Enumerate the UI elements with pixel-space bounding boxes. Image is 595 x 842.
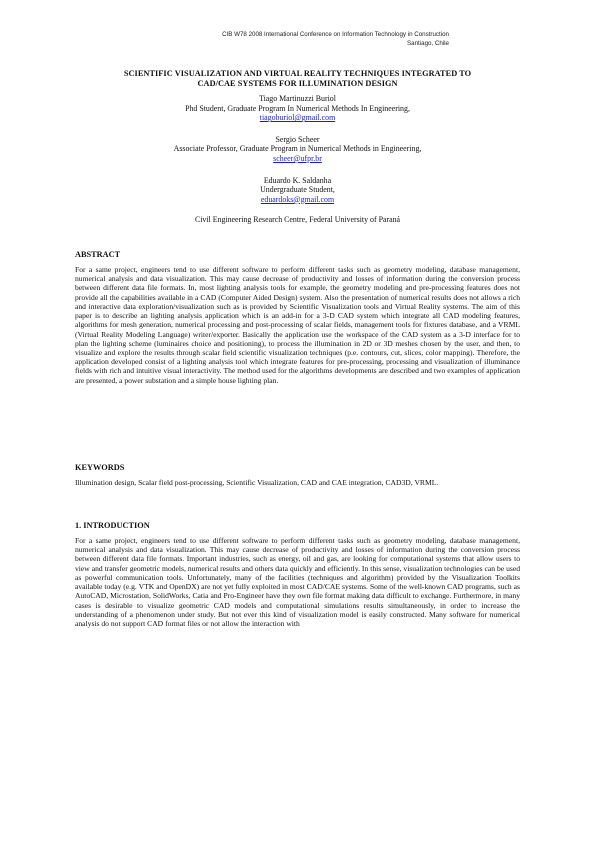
section-heading-keywords: KEYWORDS — [75, 463, 125, 472]
abstract-section — [75, 250, 520, 385]
running-header-location: Santiago, Chile — [407, 39, 449, 47]
introduction-text: For a same project, engineers tend to use different software to perform different tasks such as geometry modeling, database management, numerical analysis and data visualization. This may cause decrease of productivity and losses of information during the conversion process between different data file formats. Important industries, such as energy, oil and gas, are looking for computational systems that allow users to view and transfer geometric models, numerical results and others data quickly and efficiently. In this sense, visualization technologies can be used as powerful communication tools. Unfortunately, many of the facilities (techniques and algorithm) provided by the Visualization Toolkits available today (e.g. VTK and OpenDX) are not yet fully exploited in most CAD/CAE systems. Some of the well-known CAD programs, such as AutoCAD, Microstation, SolidWorks, Catia and Pro-Engineer have they own file format making data difficult to exchange. Furthermore, in many cases is desirable to visualize geometric CAD models and computational simulations results simultaneously, in order to increase the understanding of a phenomenon under study. But not ever this kind of visualization model is easily constructed. Many software for numerical analysis do not support CAD format files or not allow the interaction with — [75, 536, 520, 628]
paper-title-line-2: CAD/CAE SYSTEMS FOR ILLUMINATION DESIGN — [197, 79, 398, 88]
author-name: Tiago Martinuzzi Buriol — [259, 94, 336, 103]
section-heading-introduction: 1. INTRODUCTION — [75, 521, 150, 530]
author-role: Associate Professor, Graduate Program in Numerical Methods in Engineering, — [173, 144, 422, 154]
paper-title-line-1: SCIENTIFIC VISUALIZATION AND VIRTUAL REALITY TECHNIQUES INTEGRATED TO — [123, 69, 472, 78]
author-role: Undergraduate Student, — [260, 185, 335, 195]
author-role: Phd Student, Graduate Program In Numerical Methods In Engineering, — [185, 103, 410, 113]
running-header — [49, 31, 449, 48]
author-email-link[interactable]: tiagoburiol@gmail.com — [259, 113, 336, 123]
author-email-link[interactable]: scheer@ufpr.br — [273, 153, 322, 163]
abstract-text: For a same project, engineers tend to use different software to perform different tasks such as geometry modeling, database management, numerical analysis and data visualization. This may cause decrease of productivity and losses of information during the conversion process between different data file formats. In, most lighting analysis tools for example, the geometry modeling and pre-processing features does not provide all the capabilities available in a CAD (Computer Aided Design) system. Also the presentation of numerical results does not allows a rich and interactive data exploration/visualization such as is provided by Scientific Visualization tools and Virtual Reality systems. The aim of this paper is to describe an lighting analysis application which is an add-in for a 3-D CAD system which integrate all CAD modeling features, algorithms for mesh generation, numerical processing and post-processing of scalar fields, management tools for fixtures database, and a VRML (Virtual Reality Modeling Language) writer/exporter. Basically the application use the workspace of the CAD system as a 3-D interface for to plan the lighting scheme (luminaires choice and positioning), to process the illumination in 2D or 3D meshes chosen by the user, and then, to visualize and explore the results through scalar field scientific visualization techniques (p.e. contours, cut, slices, color mapping). Therefore, the application developed consist of a lighting analysis tool which integrate features for pre-processing, processing and visualization of illuminance fields with rich and intuitive visual interactivity. The method used for the algorithms developments are described and two examples of application are presented, a power substation and a simple house lighting plan. — [75, 265, 520, 385]
keywords-text: Illumination design, Scalar field post-processing, Scientific Visualization, CAD and CAE integration, CAD3D, VRML. — [75, 478, 439, 487]
author-block — [75, 94, 520, 225]
author-email-link[interactable]: eduardoks@gmail.com — [260, 194, 335, 204]
author-name: Sergio Scheer — [275, 134, 320, 144]
introduction-section — [75, 521, 520, 628]
author-name: Eduardo K. Saldanha — [263, 175, 332, 185]
section-heading-abstract: ABSTRACT — [75, 250, 121, 259]
running-header-conference: CIB W78 2008 International Conference on Information Technology in Construction — [222, 31, 449, 38]
affiliation: Civil Engineering Research Centre, Federal University of Paraná — [194, 215, 401, 225]
author-1 — [75, 94, 520, 123]
paper-title — [75, 69, 520, 89]
author-3 — [75, 176, 520, 205]
author-2 — [75, 135, 520, 164]
keywords-section — [75, 463, 520, 487]
